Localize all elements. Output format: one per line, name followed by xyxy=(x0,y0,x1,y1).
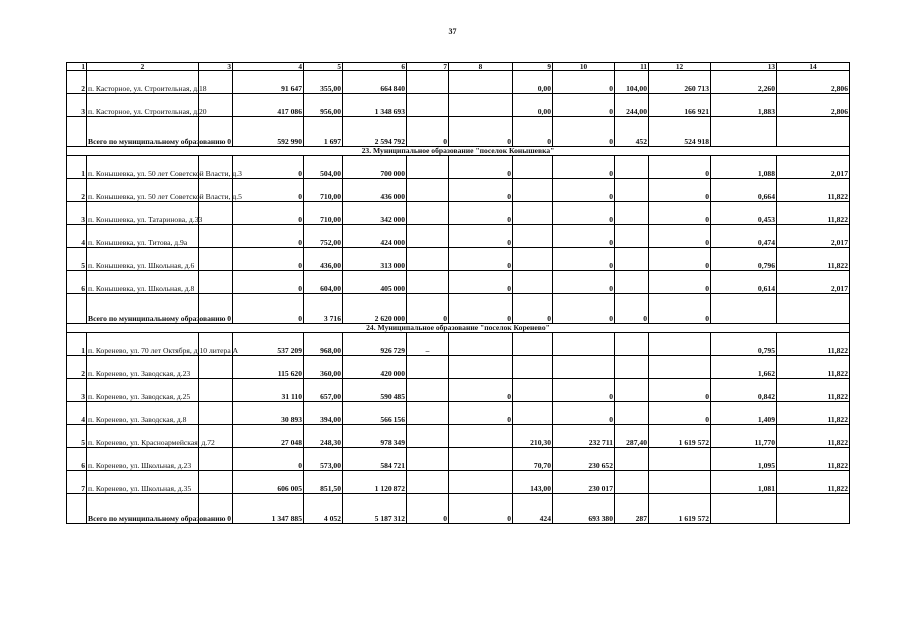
value-cell-col-9: 0,00 xyxy=(513,94,553,117)
row-index: 5 xyxy=(67,248,87,271)
value-cell-col-4: 0 xyxy=(233,248,304,271)
column-number: 8 xyxy=(449,63,513,71)
column-number: 2 xyxy=(87,63,199,71)
table-row xyxy=(67,402,850,425)
address-cell: п. Конышевка, ул. Школьная, д.8 xyxy=(87,271,199,294)
row-index: 3 xyxy=(67,94,87,117)
value-cell-col-5: 710,00 xyxy=(304,202,343,225)
table-row xyxy=(67,248,850,271)
value-cell-col-5: 355,00 xyxy=(304,71,343,94)
value-cell-col-9 xyxy=(513,402,553,425)
value-cell-col-5: 604,00 xyxy=(304,271,343,294)
value-cell-col-10: 0 xyxy=(553,248,615,271)
value-cell-col-10 xyxy=(553,333,615,356)
value-cell-col-11 xyxy=(615,156,649,179)
row-index: 3 xyxy=(67,379,87,402)
value-cell-col-3: 0 xyxy=(199,294,233,324)
value-cell-col-3 xyxy=(199,248,233,271)
value-cell-col-6: 2 594 792 xyxy=(343,117,407,147)
value-cell-col-11 xyxy=(615,225,649,248)
value-cell-col-12: 0 xyxy=(649,271,711,294)
value-cell-col-13: 0,842 xyxy=(711,379,777,402)
value-cell-col-4: 0 xyxy=(233,156,304,179)
value-cell-col-11: 287,40 xyxy=(615,425,649,448)
value-cell-col-8: 0 xyxy=(449,402,513,425)
table-row xyxy=(67,448,850,471)
value-cell-col-7 xyxy=(407,248,449,271)
address-cell: п. Конышевка, ул. Татаринова, д.33 xyxy=(87,202,199,225)
section-title: 24. Муниципальное образование "поселок Коренево" xyxy=(67,324,850,333)
value-cell-col-9 xyxy=(513,333,553,356)
value-cell-col-14: 2,806 xyxy=(777,94,850,117)
value-cell-col-10: 0 xyxy=(553,379,615,402)
value-cell-col-11 xyxy=(615,202,649,225)
column-number-row xyxy=(67,63,850,71)
table-row xyxy=(67,225,850,248)
value-cell-col-4: 0 xyxy=(233,202,304,225)
value-cell-col-13 xyxy=(711,494,777,524)
value-cell-col-12: 0 xyxy=(649,402,711,425)
value-cell-col-12: 1 619 572 xyxy=(649,494,711,524)
table-row xyxy=(67,379,850,402)
value-cell-col-4: 537 209 xyxy=(233,333,304,356)
table-row xyxy=(67,425,850,448)
value-cell-col-6: 2 620 000 xyxy=(343,294,407,324)
value-cell-col-11 xyxy=(615,179,649,202)
value-cell-col-4: 592 990 xyxy=(233,117,304,147)
column-number: 11 xyxy=(615,63,649,71)
value-cell-col-14 xyxy=(777,117,850,147)
value-cell-col-8: 0 xyxy=(449,294,513,324)
value-cell-col-14: 11,822 xyxy=(777,471,850,494)
value-cell-col-9 xyxy=(513,156,553,179)
value-cell-col-8 xyxy=(449,333,513,356)
value-cell-col-11 xyxy=(615,333,649,356)
address-cell: п. Коренево, ул. Заводская, д.8 xyxy=(87,402,199,425)
value-cell-col-3 xyxy=(199,225,233,248)
value-cell-col-7: 0 xyxy=(407,294,449,324)
table-row xyxy=(67,94,850,117)
address-cell: п. Конышевка, ул. 50 лет Советской Власти, д.5 xyxy=(87,179,199,202)
value-cell-col-9: 70,70 xyxy=(513,448,553,471)
value-cell-col-8: 0 xyxy=(449,117,513,147)
value-cell-col-5: 360,00 xyxy=(304,356,343,379)
value-cell-col-4: 0 xyxy=(233,179,304,202)
value-cell-col-8 xyxy=(449,471,513,494)
value-cell-col-11 xyxy=(615,448,649,471)
value-cell-col-5: 968,00 xyxy=(304,333,343,356)
value-cell-col-3: 0 xyxy=(199,494,233,524)
value-cell-col-6: 1 348 693 xyxy=(343,94,407,117)
value-cell-col-11 xyxy=(615,402,649,425)
total-label: Всего по муниципальному образованию xyxy=(87,294,199,324)
value-cell-col-8 xyxy=(449,71,513,94)
value-cell-col-7 xyxy=(407,156,449,179)
value-cell-col-9 xyxy=(513,271,553,294)
value-cell-col-8 xyxy=(449,425,513,448)
address-cell: п. Коренево, ул. 70 лет Октября, д.10 литера А xyxy=(87,333,199,356)
value-cell-col-10: 0 xyxy=(553,179,615,202)
value-cell-col-10 xyxy=(553,356,615,379)
value-cell-col-14: 11,822 xyxy=(777,379,850,402)
value-cell-col-4: 91 647 xyxy=(233,71,304,94)
address-cell: п. Касторное, ул. Строительная, д.18 xyxy=(87,71,199,94)
address-cell: п. Коренево, ул. Заводская, д.25 xyxy=(87,379,199,402)
value-cell-col-11 xyxy=(615,248,649,271)
value-cell-col-13 xyxy=(711,294,777,324)
value-cell-col-12: 260 713 xyxy=(649,71,711,94)
table-row xyxy=(67,271,850,294)
value-cell-col-5: 1 697 xyxy=(304,117,343,147)
value-cell-col-3: 0 xyxy=(199,117,233,147)
value-cell-col-13: 0,664 xyxy=(711,179,777,202)
value-cell-col-13: 1,095 xyxy=(711,448,777,471)
value-cell-col-6: 342 000 xyxy=(343,202,407,225)
row-index: 6 xyxy=(67,271,87,294)
address-cell: п. Коренево, ул. Заводская, д.23 xyxy=(87,356,199,379)
value-cell-col-10: 0 xyxy=(553,71,615,94)
column-number: 9 xyxy=(513,63,553,71)
value-cell-col-12: 0 xyxy=(649,225,711,248)
value-cell-col-10: 0 xyxy=(553,94,615,117)
value-cell-col-13: 1,081 xyxy=(711,471,777,494)
value-cell-col-6: 978 349 xyxy=(343,425,407,448)
value-cell-col-5: 394,00 xyxy=(304,402,343,425)
value-cell-col-10: 230 017 xyxy=(553,471,615,494)
value-cell-col-4: 1 347 885 xyxy=(233,494,304,524)
value-cell-col-14: 11,822 xyxy=(777,356,850,379)
value-cell-col-13: 1,662 xyxy=(711,356,777,379)
value-cell-col-5: 504,00 xyxy=(304,156,343,179)
value-cell-col-13: 0,614 xyxy=(711,271,777,294)
table-body xyxy=(67,63,850,524)
row-index: 6 xyxy=(67,448,87,471)
value-cell-col-3 xyxy=(199,402,233,425)
value-cell-col-8 xyxy=(449,356,513,379)
row-index: 1 xyxy=(67,156,87,179)
value-cell-col-5: 657,00 xyxy=(304,379,343,402)
value-cell-col-14: 11,822 xyxy=(777,448,850,471)
value-cell-col-4: 0 xyxy=(233,448,304,471)
value-cell-col-9 xyxy=(513,248,553,271)
value-cell-col-14: 11,822 xyxy=(777,248,850,271)
value-cell-col-12: 0 xyxy=(649,379,711,402)
value-cell-col-6: 436 000 xyxy=(343,179,407,202)
value-cell-col-11: 452 xyxy=(615,117,649,147)
value-cell-col-14: 11,822 xyxy=(777,202,850,225)
value-cell-col-9: 210,30 xyxy=(513,425,553,448)
column-number: 12 xyxy=(649,63,711,71)
value-cell-col-8: 0 xyxy=(449,202,513,225)
value-cell-col-7 xyxy=(407,402,449,425)
value-cell-col-12 xyxy=(649,333,711,356)
value-cell-col-3 xyxy=(199,379,233,402)
value-cell-col-7 xyxy=(407,379,449,402)
value-cell-col-6: 700 000 xyxy=(343,156,407,179)
value-cell-col-5: 752,00 xyxy=(304,225,343,248)
value-cell-col-5: 851,50 xyxy=(304,471,343,494)
value-cell-col-14: 11,822 xyxy=(777,425,850,448)
value-cell-col-6: 5 187 312 xyxy=(343,494,407,524)
value-cell-col-4: 0 xyxy=(233,225,304,248)
value-cell-col-6: 664 840 xyxy=(343,71,407,94)
value-cell-col-8: 0 xyxy=(449,225,513,248)
value-cell-col-13: 0,453 xyxy=(711,202,777,225)
section-header-row xyxy=(67,324,850,333)
value-cell-col-14: 2,017 xyxy=(777,271,850,294)
value-cell-col-4: 27 048 xyxy=(233,425,304,448)
value-cell-col-13: 0,474 xyxy=(711,225,777,248)
total-row xyxy=(67,294,850,324)
value-cell-col-6: 566 156 xyxy=(343,402,407,425)
value-cell-col-8: 0 xyxy=(449,379,513,402)
total-row xyxy=(67,117,850,147)
section-header-row xyxy=(67,147,850,156)
address-cell: п. Касторное, ул. Строительная, д.20 xyxy=(87,94,199,117)
value-cell-col-8 xyxy=(449,448,513,471)
value-cell-col-10: 0 xyxy=(553,117,615,147)
value-cell-col-7: – xyxy=(407,333,449,356)
value-cell-col-12: 1 619 572 xyxy=(649,425,711,448)
value-cell-col-7 xyxy=(407,179,449,202)
value-cell-col-12 xyxy=(649,471,711,494)
value-cell-col-8: 0 xyxy=(449,248,513,271)
value-cell-col-7 xyxy=(407,225,449,248)
value-cell-col-12: 0 xyxy=(649,294,711,324)
value-cell-col-14: 11,822 xyxy=(777,179,850,202)
value-cell-col-4: 0 xyxy=(233,271,304,294)
row-index: 2 xyxy=(67,71,87,94)
address-cell: п. Конышевка, ул. 50 лет Советской Власти, д.3 xyxy=(87,156,199,179)
value-cell-col-12: 0 xyxy=(649,248,711,271)
value-cell-col-9 xyxy=(513,202,553,225)
value-cell-col-12 xyxy=(649,356,711,379)
value-cell-col-7: 0 xyxy=(407,117,449,147)
value-cell-col-12: 0 xyxy=(649,156,711,179)
value-cell-col-8: 0 xyxy=(449,271,513,294)
table-row xyxy=(67,156,850,179)
row-index: 7 xyxy=(67,471,87,494)
value-cell-col-4: 31 110 xyxy=(233,379,304,402)
table-row xyxy=(67,333,850,356)
column-number: 6 xyxy=(343,63,407,71)
table-row xyxy=(67,471,850,494)
value-cell-col-7 xyxy=(407,448,449,471)
value-cell-col-11: 104,00 xyxy=(615,71,649,94)
value-cell-col-13: 1,088 xyxy=(711,156,777,179)
column-number: 3 xyxy=(199,63,233,71)
row-index xyxy=(67,117,87,147)
row-index: 1 xyxy=(67,333,87,356)
value-cell-col-4: 30 893 xyxy=(233,402,304,425)
value-cell-col-12: 0 xyxy=(649,179,711,202)
value-cell-col-4: 115 620 xyxy=(233,356,304,379)
row-index: 5 xyxy=(67,425,87,448)
value-cell-col-9 xyxy=(513,225,553,248)
value-cell-col-10: 232 711 xyxy=(553,425,615,448)
value-cell-col-8 xyxy=(449,94,513,117)
page-number: 37 xyxy=(448,27,457,36)
total-label: Всего по муниципальному образованию xyxy=(87,494,199,524)
value-cell-col-6: 313 000 xyxy=(343,248,407,271)
value-cell-col-6: 590 485 xyxy=(343,379,407,402)
column-number: 14 xyxy=(777,63,850,71)
value-cell-col-13: 11,770 xyxy=(711,425,777,448)
value-cell-col-11: 244,00 xyxy=(615,94,649,117)
value-cell-col-10: 230 652 xyxy=(553,448,615,471)
value-cell-col-5: 956,00 xyxy=(304,94,343,117)
value-cell-col-10: 0 xyxy=(553,294,615,324)
value-cell-col-3 xyxy=(199,448,233,471)
row-index: 3 xyxy=(67,202,87,225)
address-cell: п. Коренево, ул. Школьная, д.23 xyxy=(87,448,199,471)
value-cell-col-11 xyxy=(615,271,649,294)
value-cell-col-8: 0 xyxy=(449,156,513,179)
data-table xyxy=(66,62,850,524)
value-cell-col-13: 0,795 xyxy=(711,333,777,356)
value-cell-col-9: 424 xyxy=(513,494,553,524)
column-number: 4 xyxy=(233,63,304,71)
total-row xyxy=(67,494,850,524)
address-cell: п. Коренево, ул. Школьная, д.35 xyxy=(87,471,199,494)
value-cell-col-10: 693 380 xyxy=(553,494,615,524)
value-cell-col-9: 0,00 xyxy=(513,71,553,94)
value-cell-col-3 xyxy=(199,202,233,225)
value-cell-col-10: 0 xyxy=(553,402,615,425)
address-cell: п. Конышевка, ул. Школьная, д.6 xyxy=(87,248,199,271)
value-cell-col-12: 524 918 xyxy=(649,117,711,147)
value-cell-col-3 xyxy=(199,356,233,379)
value-cell-col-11: 287 xyxy=(615,494,649,524)
table-row xyxy=(67,179,850,202)
value-cell-col-13 xyxy=(711,117,777,147)
value-cell-col-11 xyxy=(615,379,649,402)
value-cell-col-6: 424 000 xyxy=(343,225,407,248)
value-cell-col-14 xyxy=(777,494,850,524)
value-cell-col-7 xyxy=(407,71,449,94)
value-cell-col-8: 0 xyxy=(449,494,513,524)
column-number: 1 xyxy=(67,63,87,71)
value-cell-col-5: 248,30 xyxy=(304,425,343,448)
value-cell-col-9: 0 xyxy=(513,117,553,147)
value-cell-col-11: 0 xyxy=(615,294,649,324)
address-cell: п. Конышевка, ул. Титова, д.9а xyxy=(87,225,199,248)
value-cell-col-7 xyxy=(407,94,449,117)
value-cell-col-13: 1,409 xyxy=(711,402,777,425)
value-cell-col-7 xyxy=(407,356,449,379)
value-cell-col-14: 2,017 xyxy=(777,225,850,248)
column-number: 13 xyxy=(711,63,777,71)
row-index: 4 xyxy=(67,225,87,248)
value-cell-col-9 xyxy=(513,179,553,202)
value-cell-col-12 xyxy=(649,448,711,471)
value-cell-col-7 xyxy=(407,271,449,294)
value-cell-col-4: 0 xyxy=(233,294,304,324)
column-number: 10 xyxy=(553,63,615,71)
value-cell-col-6: 1 120 872 xyxy=(343,471,407,494)
value-cell-col-7: 0 xyxy=(407,494,449,524)
value-cell-col-5: 710,00 xyxy=(304,179,343,202)
value-cell-col-7 xyxy=(407,202,449,225)
value-cell-col-10: 0 xyxy=(553,156,615,179)
value-cell-col-6: 420 000 xyxy=(343,356,407,379)
row-index: 2 xyxy=(67,179,87,202)
value-cell-col-7 xyxy=(407,471,449,494)
table-row xyxy=(67,202,850,225)
value-cell-col-9: 0 xyxy=(513,294,553,324)
value-cell-col-10: 0 xyxy=(553,271,615,294)
value-cell-col-13: 2,260 xyxy=(711,71,777,94)
value-cell-col-4: 606 005 xyxy=(233,471,304,494)
value-cell-col-5: 436,00 xyxy=(304,248,343,271)
value-cell-col-9 xyxy=(513,379,553,402)
value-cell-col-9 xyxy=(513,356,553,379)
value-cell-col-10: 0 xyxy=(553,225,615,248)
value-cell-col-14: 2,806 xyxy=(777,71,850,94)
value-cell-col-7 xyxy=(407,425,449,448)
section-title: 23. Муниципальное образование "поселок Конышевка" xyxy=(67,147,850,156)
table-row xyxy=(67,71,850,94)
value-cell-col-6: 405 000 xyxy=(343,271,407,294)
value-cell-col-3 xyxy=(199,271,233,294)
value-cell-col-14: 2,017 xyxy=(777,156,850,179)
column-number: 5 xyxy=(304,63,343,71)
value-cell-col-12: 166 921 xyxy=(649,94,711,117)
value-cell-col-6: 584 721 xyxy=(343,448,407,471)
value-cell-col-12: 0 xyxy=(649,202,711,225)
table-row xyxy=(67,356,850,379)
value-cell-col-13: 0,796 xyxy=(711,248,777,271)
value-cell-col-8: 0 xyxy=(449,179,513,202)
value-cell-col-4: 417 086 xyxy=(233,94,304,117)
row-index xyxy=(67,494,87,524)
value-cell-col-11 xyxy=(615,356,649,379)
value-cell-col-14: 11,822 xyxy=(777,402,850,425)
total-label: Всего по муниципальному образованию xyxy=(87,117,199,147)
row-index xyxy=(67,294,87,324)
value-cell-col-14: 11,822 xyxy=(777,333,850,356)
address-cell: п. Коренево, ул. Красноармейская, д.72 xyxy=(87,425,199,448)
value-cell-col-6: 926 729 xyxy=(343,333,407,356)
row-index: 4 xyxy=(67,402,87,425)
value-cell-col-11 xyxy=(615,471,649,494)
value-cell-col-10: 0 xyxy=(553,202,615,225)
value-cell-col-9: 143,00 xyxy=(513,471,553,494)
value-cell-col-5: 573,00 xyxy=(304,448,343,471)
row-index: 2 xyxy=(67,356,87,379)
value-cell-col-3 xyxy=(199,471,233,494)
value-cell-col-5: 3 716 xyxy=(304,294,343,324)
column-number: 7 xyxy=(407,63,449,71)
value-cell-col-13: 1,883 xyxy=(711,94,777,117)
value-cell-col-5: 4 052 xyxy=(304,494,343,524)
value-cell-col-14 xyxy=(777,294,850,324)
